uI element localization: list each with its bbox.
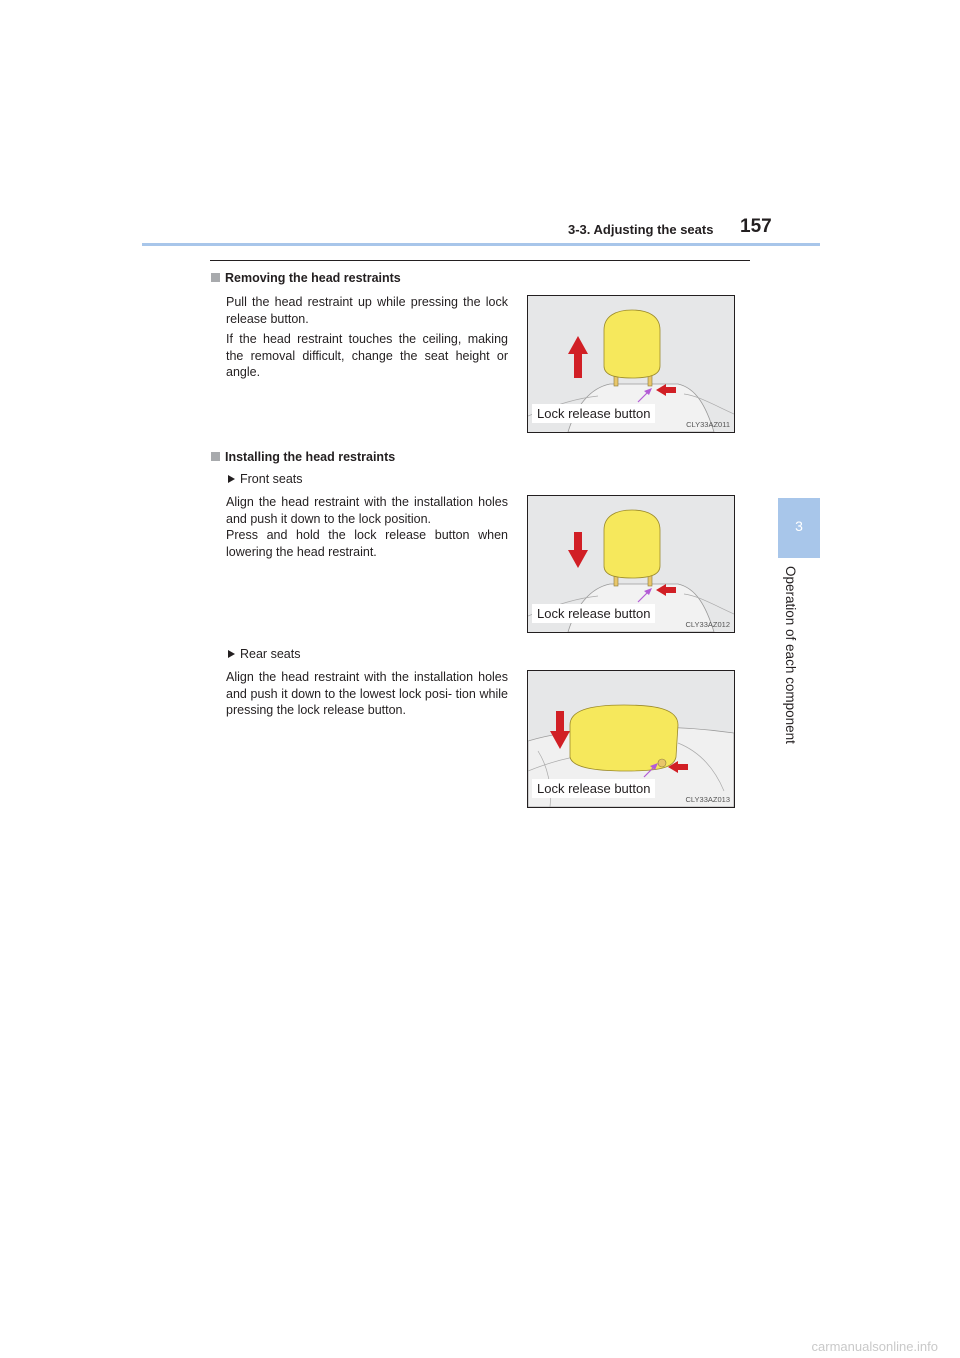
rear-text: Align the head restraint with the installation holes and push it down to the lowest lock posi- tion while pressing the lock release button. [226, 670, 508, 717]
footer-watermark: carmanualsonline.info [811, 1339, 938, 1354]
removing-text-1: Pull the head restraint up while pressing the lock release button. [226, 295, 508, 326]
triangle-bullet-icon [228, 475, 235, 483]
subhead-rear-seats: Rear seats [228, 647, 300, 661]
front-text-2: Press and hold the lock release button when lowering the head restraint. [226, 528, 508, 559]
figure-code: CLY33AZ012 [685, 620, 730, 629]
removing-text-2: If the head restraint touches the ceiling, making the removal difficult, change the seat height or angle. [226, 332, 508, 379]
figure-front-seats [527, 495, 735, 633]
up-arrow-icon [568, 336, 588, 378]
triangle-bullet-icon [228, 650, 235, 658]
figure-code: CLY33AZ013 [685, 795, 730, 804]
page-number: 157 [740, 216, 772, 237]
lock-release-label: Lock release button [532, 604, 655, 623]
heading-removing: Removing the head restraints [211, 271, 401, 285]
subhead-front-seats: Front seats [228, 472, 303, 486]
down-arrow-icon [568, 532, 588, 568]
front-text-1: Align the head restraint with the installation holes and push it down to the lock position. [226, 495, 508, 526]
figure-rear-seats [527, 670, 735, 808]
chapter-number: 3 [795, 518, 803, 534]
figure-code: CLY33AZ011 [686, 420, 730, 429]
heading-installing: Installing the head restraints [211, 450, 395, 464]
section-title: 3-3. Adjusting the seats [568, 222, 714, 237]
figure-removing [527, 295, 735, 433]
lock-release-label: Lock release button [532, 779, 655, 798]
content-rule [210, 260, 750, 261]
square-bullet-icon [211, 273, 220, 282]
chapter-title: Operation of each component [783, 566, 798, 744]
lock-release-label: Lock release button [532, 404, 655, 423]
square-bullet-icon [211, 452, 220, 461]
header-rule [142, 243, 820, 246]
